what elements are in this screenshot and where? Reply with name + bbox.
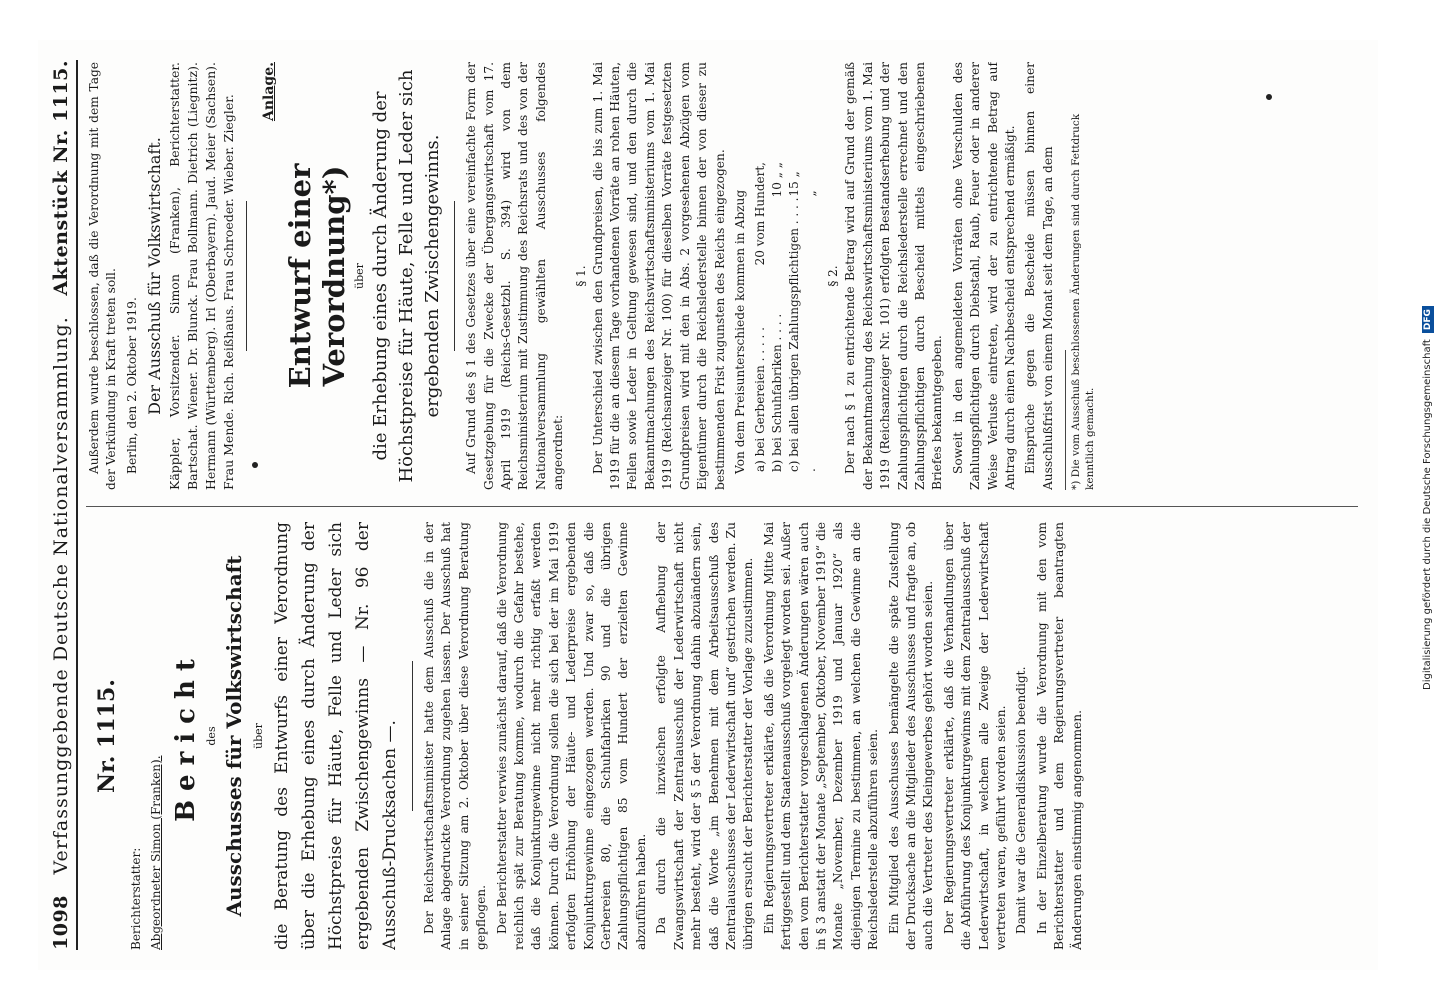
paragraph: Der Regierungsvertreter erklärte, daß die Verhandlungen über die Abführung des Konjunkturgewinns mit dem Zentralausschuß der Lederwirtschaft, in welchem alle Zweige der Lederwirtschaft vertreten waren, geführt worden seien.	[941, 522, 1008, 950]
section-text: Einsprüche gegen die Bescheide müssen binnen einer Ausschlußfrist von einem Monat seit dem Tage, an dem	[1023, 62, 1055, 490]
credit-text: Digitalisierung gefördert durch die Deutsche Forschungsgemeinschaft	[1422, 339, 1433, 690]
paragraph: Der Berichterstatter verwies zunächst darauf, daß die Verordnung reichlich spät zur Beratung komme, wodurch die Gefahr bestehe, daß die Konjunkturgewinne nicht mehr richtig erfaßt werden können. Durch die Verordnung sollen die sich bei der im Mai 1919 erfolgten Erhöhung der Häute- und Lederpreise ergebenden Konjunkturgewinne eingezogen werden. Und zwar so, daß die Gerbereien 80, die Schuhfabriken 90 und die übrigen Zahlungspflichtigen 85 vom Hundert der erzielten Gewinne abzuführen haben.	[494, 522, 648, 950]
left-column	[86, 522, 1364, 950]
list-item: b) bei Schuhfabriken . . . . 10 „ „	[770, 162, 785, 472]
annex-label: Anlage.	[261, 62, 278, 122]
draft-ueber: über	[353, 263, 367, 289]
footnote: *) Die vom Ausschuß beschlossenen Änderungen sind durch Fettdruck kenntlich gemacht.	[1065, 350, 1097, 490]
committee-signature: Der Ausschuß für Volkswirtschaft.	[145, 137, 165, 415]
committee-name: Ausschusses für Volkswirtschaft	[222, 555, 246, 917]
dfg-logo: DFG	[1422, 306, 1434, 333]
ink-speck	[252, 462, 258, 468]
right-column	[86, 62, 1364, 490]
paragraph: Ein Mitglied des Ausschusses bemängelte die späte Zustellung der Drucksache an die Mitglieder des Ausschusses und fragte an, ob auch die Vertreter des Kleingewerbes gehört worden seien.	[886, 522, 936, 950]
separator-rule	[454, 201, 455, 351]
list-item: c) bei allen übrigen Zahlungspflichtigen . . . . . 15 „ „	[787, 171, 819, 472]
draft-subject: die Erhebung eines durch Änderung der Höchstpreise für Häute, Felle und Leder sich ergebenden Zwischengewinns.	[370, 69, 444, 483]
rapporteur-name: Abgeordneter Simon (Franken).	[149, 755, 163, 950]
paragraph: In der Einzelberatung wurde die Verordnung mit den vom Berichterstatter und dem Regierungsvertreter beantragten Änderungen einstimmig angenommen.	[1034, 522, 1084, 950]
paragraph: Der Reichswirtschaftsminister hatte dem Ausschuß die in der Anlage abgedruckte Verordnung zugehen lassen. Der Ausschuß hat in seiner Sitzung am 2. Oktober über diese Verordnung Beratung gepflogen.	[422, 522, 489, 950]
separator-rule	[246, 201, 247, 351]
list-item: a) bei Gerbereien . . . . . 20 vom Hundert,	[753, 162, 768, 472]
heading-des: des	[205, 726, 218, 746]
rapporteur-label: Berichterstatter:	[129, 847, 143, 950]
separator-rule	[412, 661, 413, 811]
section-text: Soweit in den angemeldeten Vorräten ohne Verschulden des Zahlungspflichtigen durch Diebstahl, Raub, Feuer oder in anderer Weise Verluste eintreten, wird der zu entrichtende Betrag auf Antrag durch einen Nachbescheid entsprechend ermäßigt.	[950, 62, 1017, 490]
report-number: Nr. 1115.	[94, 679, 120, 793]
paragraph: Da durch die inzwischen erfolgte Aufhebung der Zwangswirtschaft der Zentralausschuß der Lederwirtschaft nicht mehr besteht, wird der § 5 der Verordnung dahin abzuändern sein, daß die Worte „im Benehmen mit dem Arbeitsausschuß des Zentralausschusses der Lederwirtschaft und“ gestrichen werden. Zu übrigen ersucht der Berichterstatter der Vorlage zuzustimmen.	[654, 522, 756, 950]
section-heading: § 2.	[826, 265, 841, 287]
document-page	[38, 40, 1378, 970]
member-names: Käppler, Vorsitzender. Simon (Franken), Berichterstatter. Bartschat. Wiener. Dr. Blunck. Frau Bollmann. Dietrich (Liegnitz). Hermann (Württemberg). Irl (Oberbayern). Jaud. Meier (Sachsen). Frau Mende. Rich. Reißhaus. Frau Schroeder. Wieber. Ziegler.	[167, 62, 237, 490]
page-number: 1098	[50, 895, 72, 950]
intro-paragraph: Außerdem wurde beschlossen, daß die Verordnung mit dem Tage der Verkündung in Kraft treten soll.	[87, 62, 119, 490]
ink-speck	[1266, 94, 1272, 100]
column-divider	[86, 506, 1358, 507]
section-text: Der nach § 1 zu entrichtende Betrag wird auf Grund der gemäß der Bekanntmachung des Reichswirtschaftsministeriums vom 1. Mai 1919 (Reichsanzeiger Nr. 101) erfolgten Bestandserhebung und der Zahlungspflichtigen durch die Reichslederstelle errechnet und den Zahlungspflichtigen durch Bescheid mittels eingeschriebenen Briefes bekanntgegeben.	[843, 62, 945, 490]
heading-ueber: über	[252, 723, 265, 749]
deduction-list	[752, 62, 820, 472]
document-number: Aktenstück Nr. 1115.	[50, 60, 72, 296]
deduction-intro: Von dem Preisunterschiede kommen in Abzug	[732, 189, 747, 474]
paragraph: Damit war die Generaldiskussion beendigt.	[1014, 666, 1029, 934]
header-title: Verfassunggebende Deutsche Nationalversammlung.	[50, 316, 72, 875]
report-heading: Bericht	[171, 650, 201, 822]
running-header	[46, 60, 78, 950]
section-heading: § 1.	[573, 265, 588, 287]
preamble: Auf Grund des § 1 des Gesetzes über eine vereinfachte Form der Gesetzgebung für die Zwecke der Übergangswirtschaft vom 17. April 1919 (Reichs-Gesetzbl. S. 394) wird von dem Reichsministerium mit Zustimmung des Reichsrats und des von der Nationalversammlung gewählten Ausschusses folgendes angeordnet:	[464, 62, 566, 490]
report-subject: die Beratung des Entwurfs einer Verordnung über die Erhebung eines durch Änderung der Höchstpreise für Häute, Felle und Leder sich ergebenden Zwischengewinns — Nr. 96 der Ausschuß-Drucksachen —.	[272, 522, 400, 950]
draft-title: Entwurf einer Verordnung*)	[283, 163, 352, 389]
date-line: Berlin, den 2. Oktober 1919.	[124, 297, 139, 474]
digitization-credit	[1418, 10, 1434, 690]
paragraph: Ein Regierungsvertreter erklärte, daß die Verordnung Mitte Mai fertiggestellt und dem Staatenausschuß vorgelegt worden sei. Außer den vom Berichterstatter vorgeschlagenen Änderungen wären auch in § 3 anstatt der Monate „September, Oktober, November 1919“ die Monate „November, Dezember 1919 und Januar 1920“ als diejenigen Termine zu bestimmen, an welchen die Gewinne an die Reichslederstelle abzuführen seien.	[761, 522, 881, 950]
section-text: Der Unterschied zwischen den Grundpreisen, die bis zum 1. Mai 1919 für die an diesem Tage vorhandenen Vorräte an rohen Häuten, Fellen sowie Leder in Geltung gewesen sind, und den durch die Bekanntmachungen des Reichswirtschaftsministeriums vom 1. Mai 1919 (Reichsanzeiger Nr. 100) für dieselben Vorräte festgesetzten Grundpreisen wird mit den in Abs. 2 vorgesehenen Abzügen vom Eigentümer durch die Reichslederstelle binnen der von dieser zu bestimmenden Frist zugunsten des Reichs eingezogen.	[590, 62, 727, 490]
